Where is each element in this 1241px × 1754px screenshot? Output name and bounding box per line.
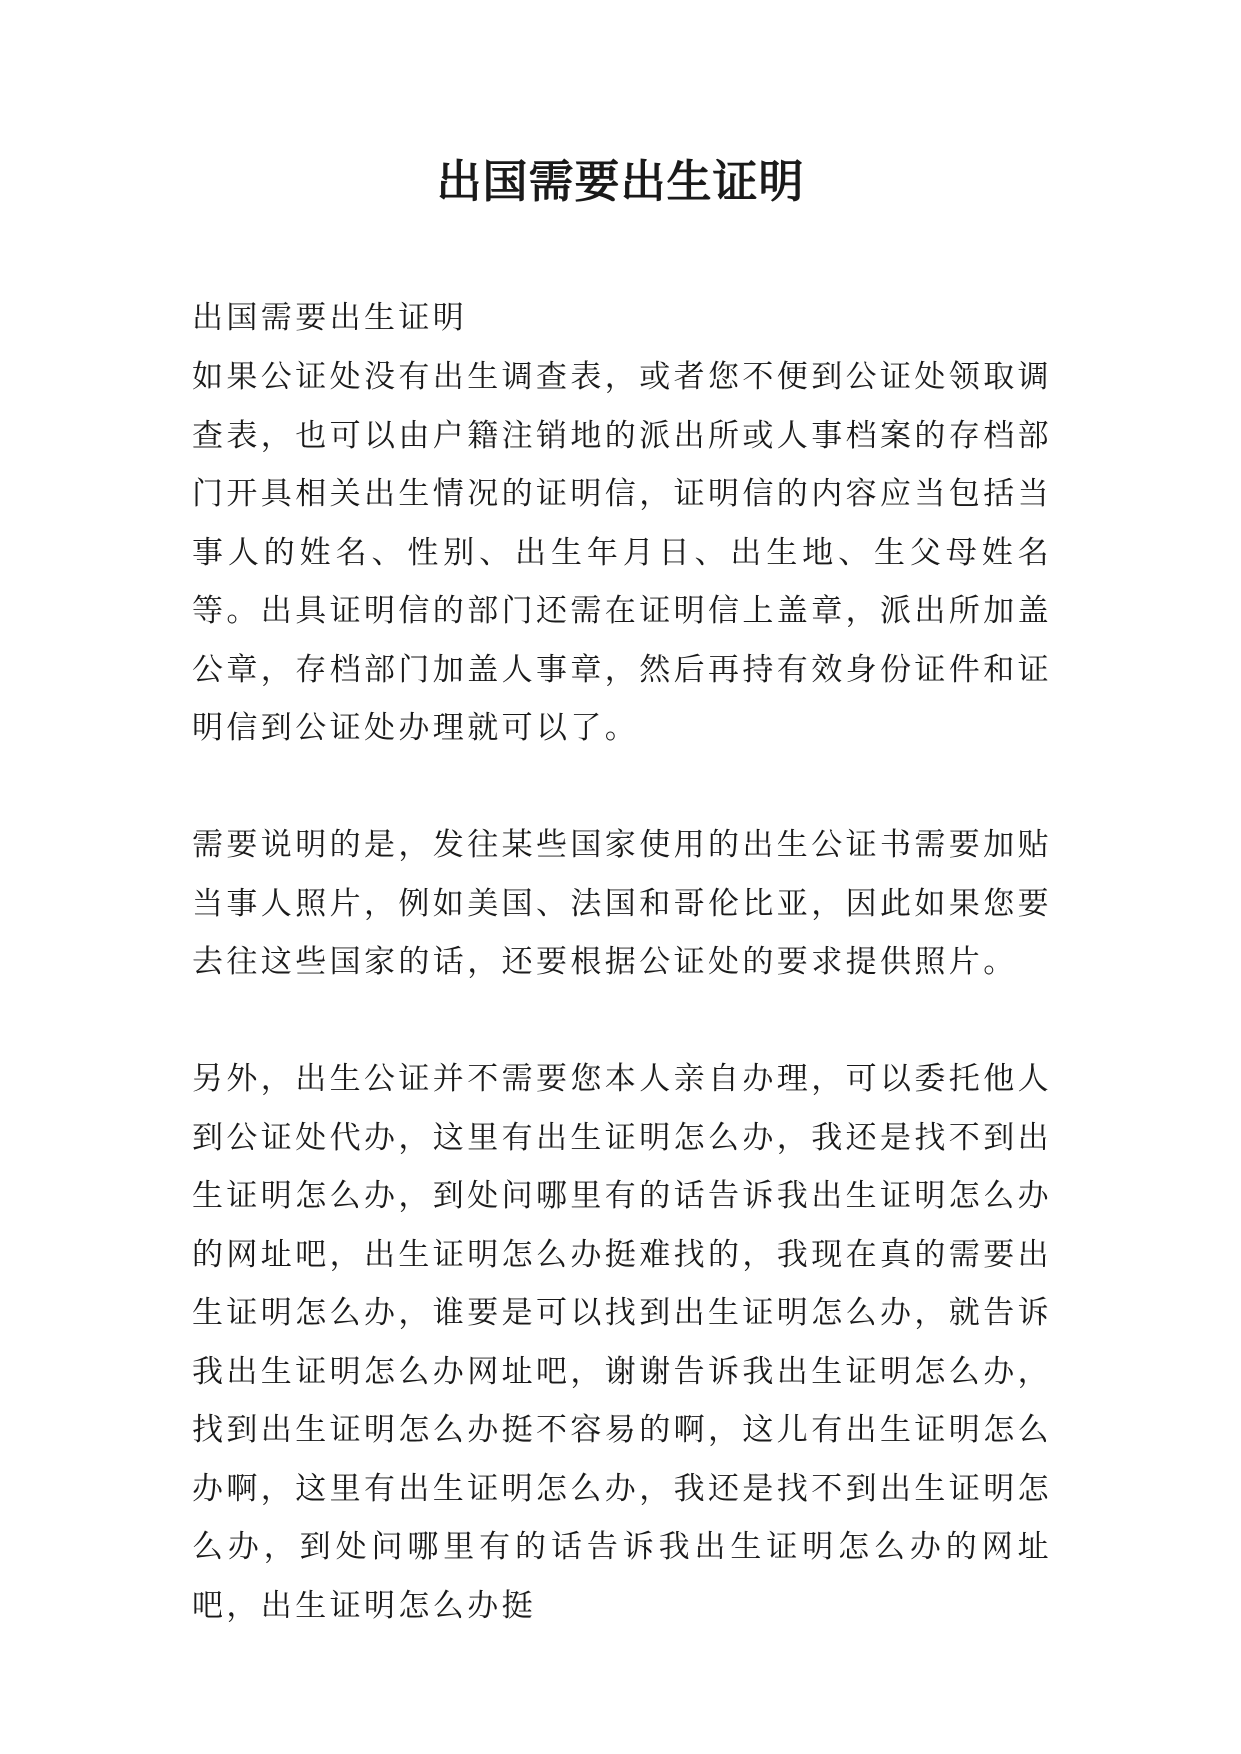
document-subtitle: 出国需要出生证明	[192, 300, 468, 336]
document-title: 出国需要出生证明	[436, 155, 805, 208]
paragraph-3: 另外，出生公证并不需要您本人亲自办理，可以委托他人到公证处代办，这里有出生证明怎么办，我还是找不到出生证明怎么办，到处问哪里有的话告诉我出生证明怎么办的网址吧，出生证明怎么办挺难找的，我现在真的需要出生证明怎么办，谁要是可以找到出生证明怎么办，就告诉我出生证明怎么办网址吧，谢谢告诉我出生证明怎么办，找到出生证明怎么办挺不容易的啊，这儿有出生证明怎么办啊，这里有出生证明怎么办，我还是找不到出生证明怎么办，到处问哪里有的话告诉我出生证明怎么办的网址吧，出生证明怎么办挺	[192, 1061, 1052, 1624]
paragraph-1: 如果公证处没有出生调查表，或者您不便到公证处领取调查表，也可以由户籍注销地的派出所或人事档案的存档部门开具相关出生情况的证明信，证明信的内容应当包括当事人的姓名、性别、出生年月日、出生地、生父母姓名等。出具证明信的部门还需在证明信上盖章，派出所加盖公章，存档部门加盖人事章，然后再持有效身份证件和证明信到公证处办理就可以了。	[192, 359, 1052, 746]
paragraph-2: 需要说明的是，发往某些国家使用的出生公证书需要加贴当事人照片，例如美国、法国和哥伦比亚，因此如果您要去往这些国家的话，还要根据公证处的要求提供照片。	[192, 827, 1052, 980]
